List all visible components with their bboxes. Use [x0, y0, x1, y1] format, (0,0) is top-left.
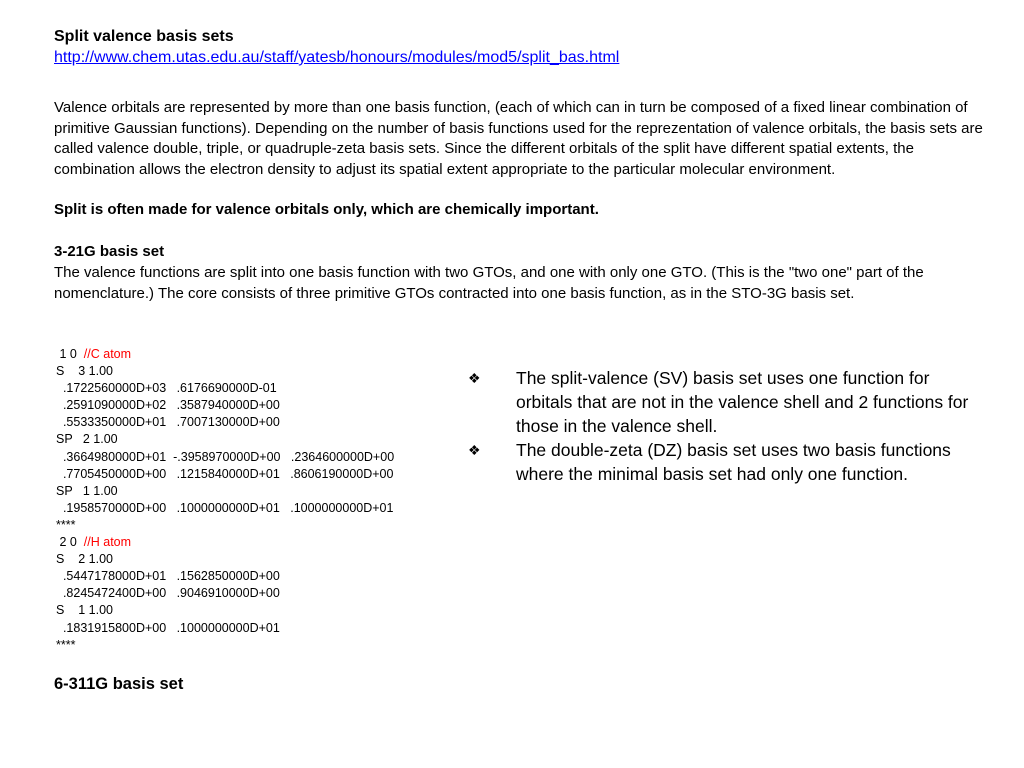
bullet-item — [468, 366, 988, 438]
code-line — [56, 637, 456, 654]
code-text: SP 2 1.00 — [56, 432, 118, 447]
code-text: .1722560000D+03 .6176690000D-01 — [56, 381, 277, 396]
code-line — [56, 431, 456, 448]
code-text: S 2 1.00 — [56, 552, 113, 567]
basis-set-code-block — [56, 346, 456, 654]
source-link[interactable]: http://www.chem.utas.edu.au/staff/yatesb/honours/modules/mod5/split_bas.html — [54, 49, 620, 66]
code-text: 1 0 — [56, 347, 84, 361]
code-comment: //H atom — [83, 535, 132, 550]
intro-bold-statement: Split is often made for valence orbitals only, which are chemically important. — [54, 201, 599, 218]
section-paragraph-3-21g: The valence functions are split into one basis function with two GTOs, and one with only one GTO. (This is the "two one" part of the nomenclature.) The core consists of three primitive GTOs contracted into one basis function, as in the STO-3G basis set. — [54, 264, 924, 302]
code-text: SP 1 1.00 — [56, 483, 118, 498]
code-text: .5533350000D+01 .7007130000D+00 — [56, 415, 280, 430]
code-line — [56, 397, 456, 414]
code-line — [56, 500, 456, 517]
code-line — [56, 414, 456, 431]
code-line — [56, 585, 456, 602]
intro-paragraph: Valence orbitals are represented by more than one basis function, (each of which can in turn be composed of a fixed linear combination of primitive Gaussian functions). Depending on the number of basis functions used for the reprezentation of valence orbitals, the basis sets are called valence double, triple, or quadruple-zeta basis sets. Since the different orbitals of the split have different spatial extents, the combination allows the electron density to adjust its spatial extent appropriate to the particular molecular environment. — [54, 99, 983, 178]
code-text: .1958570000D+00 .1000000000D+01 .1000000000D+01 — [56, 500, 394, 515]
code-text: .2591090000D+02 .3587940000D+00 — [56, 398, 280, 413]
code-line — [56, 534, 456, 551]
diamond-bullet-icon: ❖ — [468, 370, 481, 386]
bullet-list — [468, 366, 988, 486]
code-text: .3664980000D+01 -.3958970000D+00 .2364600000D+00 — [56, 449, 395, 464]
code-line — [56, 483, 456, 500]
code-text: S 3 1.00 — [56, 364, 113, 379]
code-text: **** — [56, 517, 76, 532]
code-text: .8245472400D+00 .9046910000D+00 — [56, 586, 280, 601]
bullet-text: The double-zeta (DZ) basis set uses two basis functions where the minimal basis set had only one function. — [516, 440, 951, 484]
code-line — [56, 363, 456, 380]
diamond-bullet-icon: ❖ — [468, 442, 481, 458]
code-line — [56, 551, 456, 568]
code-text: 2 0 — [56, 535, 84, 550]
bullet-item — [468, 438, 988, 486]
code-line — [56, 620, 456, 637]
code-text: .5447178000D+01 .1562850000D+00 — [56, 569, 280, 584]
code-line — [56, 602, 456, 619]
code-text: .1831915800D+00 .1000000000D+01 — [56, 620, 280, 635]
page-title: Split valence basis sets — [54, 28, 234, 45]
code-line — [56, 380, 456, 397]
code-line — [56, 517, 456, 534]
section-title-3-21g: 3-21G basis set — [54, 243, 165, 260]
code-text: .7705450000D+00 .1215840000D+01 .8606190000D+00 — [56, 466, 394, 481]
code-text: **** — [56, 637, 76, 652]
code-comment: //C atom — [83, 347, 132, 361]
bullet-text: The split-valence (SV) basis set uses one function for orbitals that are not in the valence shell and 2 functions for those in the valence shell. — [516, 368, 969, 436]
code-line — [56, 449, 456, 466]
slide-header — [54, 27, 994, 68]
section-title-6-311g: 6-311G basis set — [54, 675, 184, 693]
code-line — [56, 568, 456, 585]
code-line — [56, 466, 456, 483]
code-text: S 1 1.00 — [56, 603, 113, 618]
code-line — [56, 346, 456, 363]
